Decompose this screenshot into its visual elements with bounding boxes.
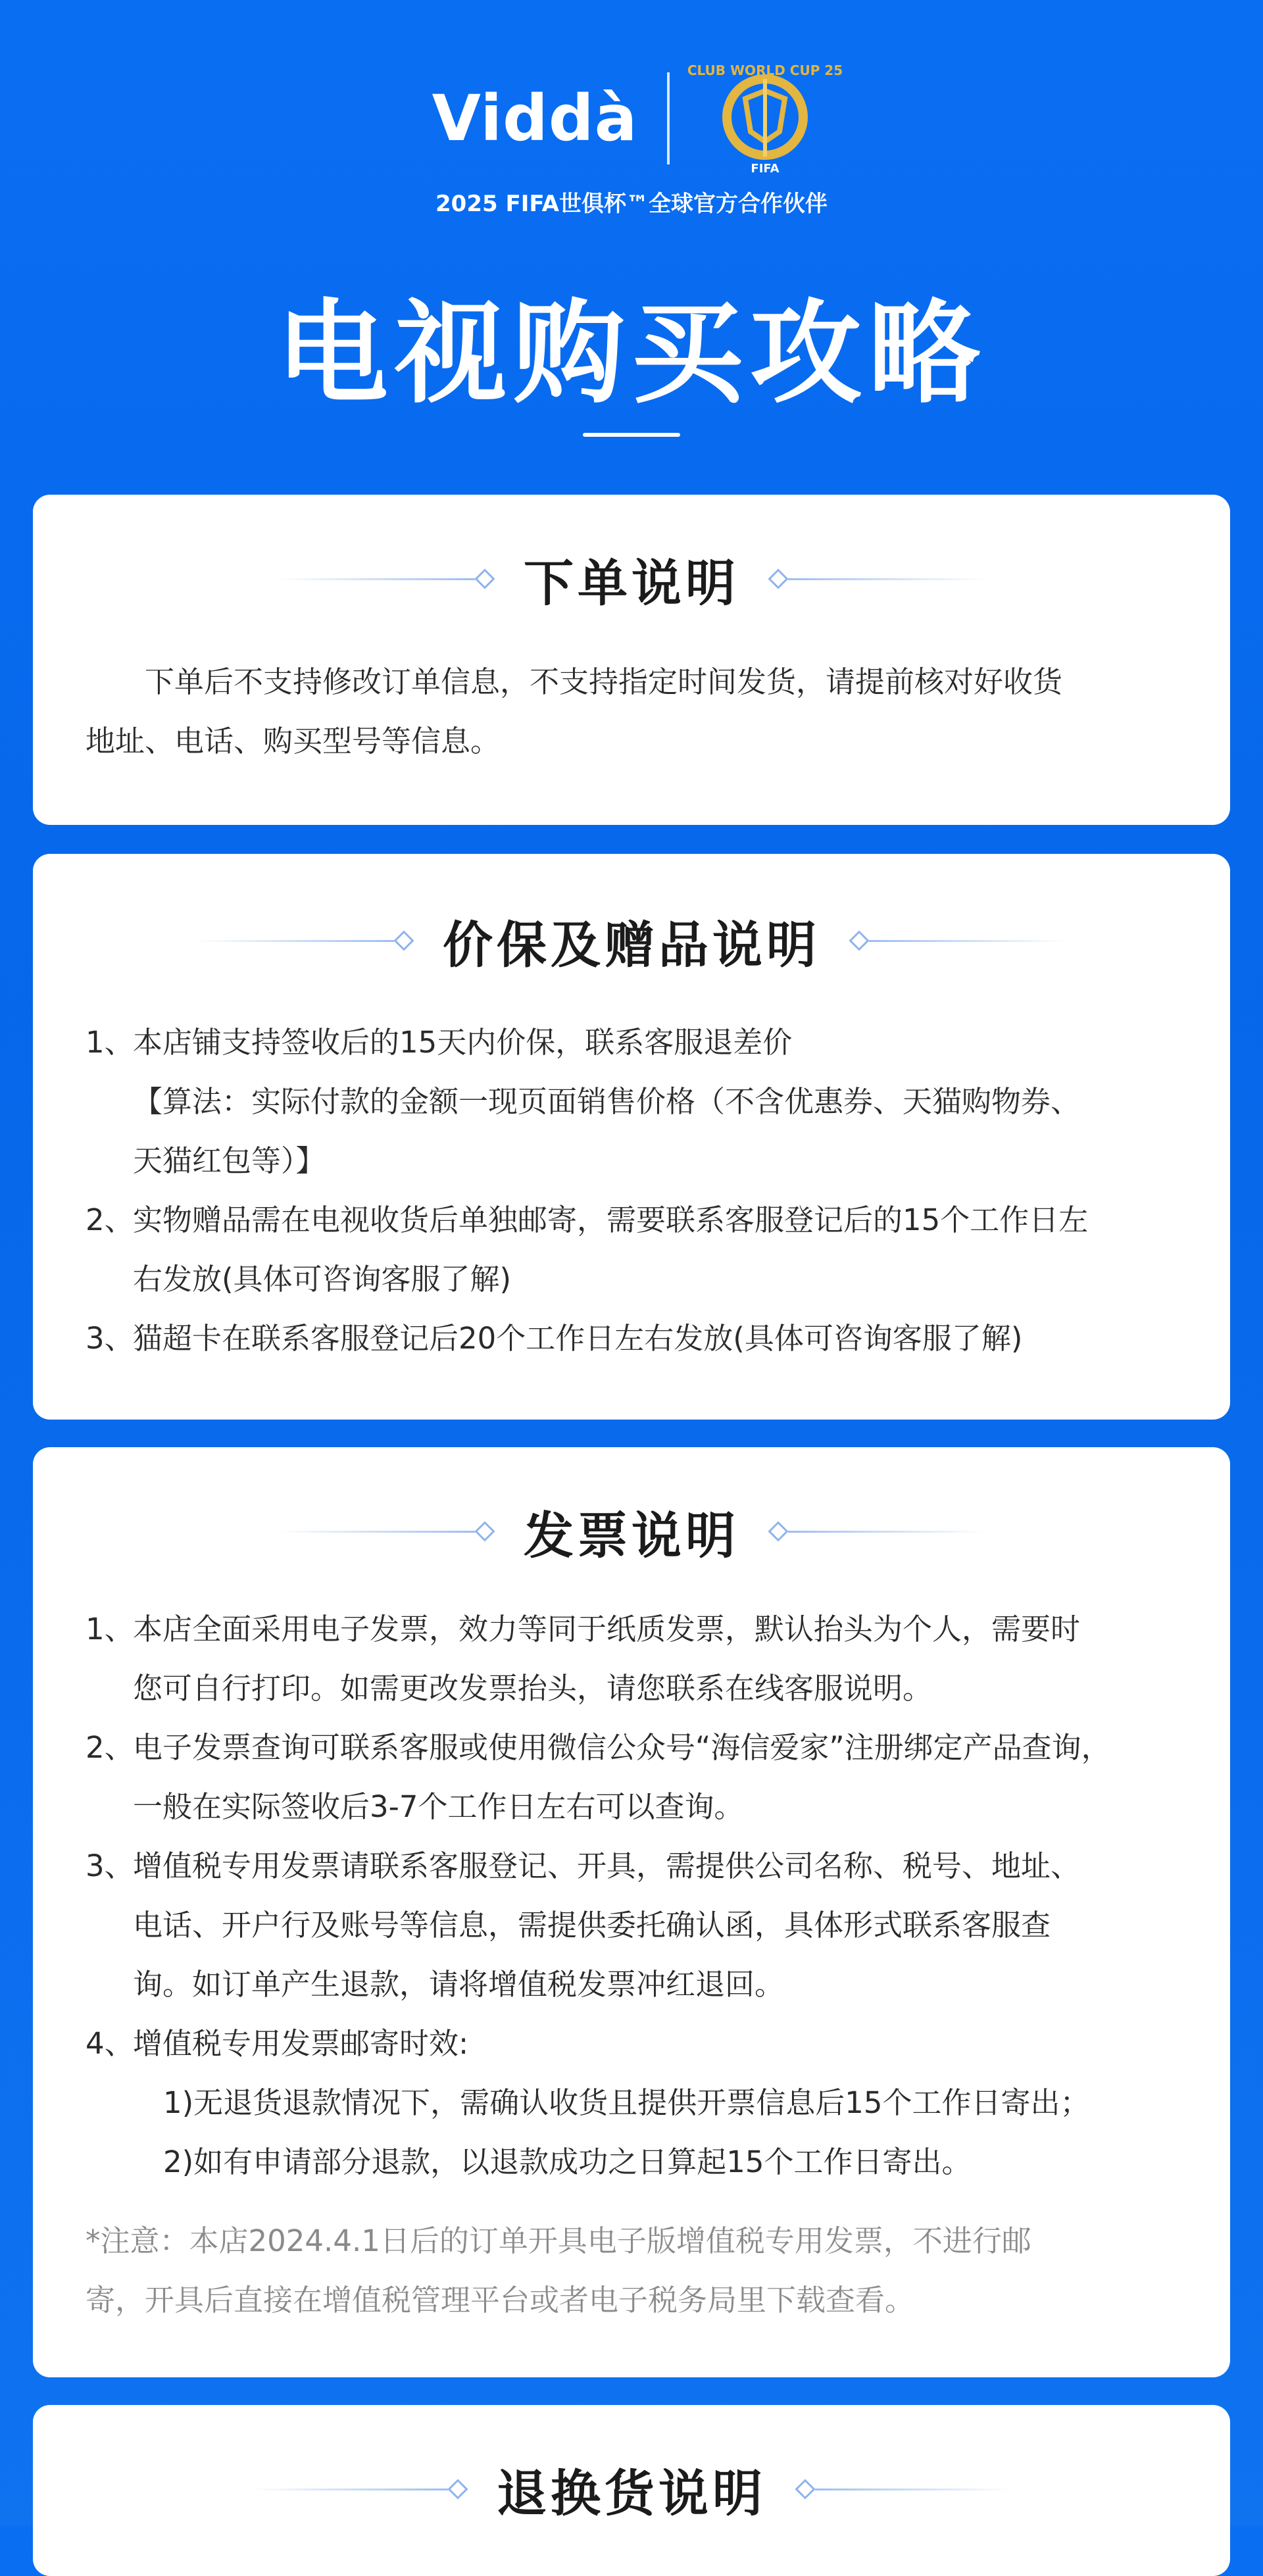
list-item [86, 2014, 1204, 2073]
deco-right [795, 2482, 1012, 2496]
order-line-2: 地址、电话、购买型号等信息。 [86, 724, 501, 758]
order-card-header [33, 539, 1230, 618]
club-world-cup-logo [687, 59, 843, 178]
order-card-title: 下单说明 [524, 553, 739, 612]
item-line: 实物赠品需在电视收货后单独邮寄，需要联系客服登记后的15个工作日左 [133, 1202, 1089, 1237]
order-card [33, 495, 1230, 825]
svg-text:FIFA: FIFA [751, 162, 780, 176]
sub-item: 2)如有申请部分退款，以退款成功之日算起15个工作日寄出。 [163, 2144, 972, 2179]
deco-left [197, 933, 414, 948]
list-item [86, 1191, 1204, 1309]
price-card-header [33, 901, 1230, 980]
list-item [86, 1600, 1204, 1718]
price-card [33, 854, 1230, 1420]
order-line-1: 下单后不支持修改订单信息，不支持指定时间发货，请提前核对好收货 [145, 664, 1063, 699]
deco-left [278, 572, 495, 586]
item-number: 1、 [86, 1612, 134, 1647]
svg-text:CLUB WORLD CUP 25: CLUB WORLD CUP 25 [687, 62, 843, 78]
return-card [33, 2405, 1230, 2576]
invoice-card-body [86, 1600, 1204, 2330]
page-title: 电视购买攻略 [276, 289, 987, 419]
item-line: 电话、开户行及账号等信息，需提供委托确认函，具体形式联系客服查 [133, 1908, 1051, 1943]
item-line: 询。如订单产生退款，请将增值税发票冲红退回。 [133, 1967, 785, 2002]
list-item [86, 1072, 1204, 1191]
brand-header [0, 59, 1263, 178]
invoice-note-line-1: *注意：本店2024.4.1日后的订单开具电子版增值税专用发票，不进行邮 [86, 2223, 1031, 2258]
list-item [86, 1837, 1204, 2014]
vidda-logo: Viddà [432, 82, 638, 155]
item-line: 【算法：实际付款的金额一现页面销售价格（不含优惠券、天猫购物券、 [133, 1084, 1081, 1119]
deco-right [768, 572, 985, 586]
item-line: 增值税专用发票邮寄时效: [133, 2026, 469, 2061]
item-number: 4、 [86, 2026, 134, 2061]
price-card-title: 价保及赠品说明 [443, 915, 820, 974]
deco-right [849, 933, 1066, 948]
list-item [86, 1718, 1204, 1837]
title-underline [583, 433, 680, 437]
return-card-title: 退换货说明 [497, 2464, 766, 2523]
list-item [86, 1013, 1204, 1072]
item-number [86, 1072, 133, 1191]
item-line: 电子发票查询可联系客服或使用微信公众号“海信爱家”注册绑定产品查询， [133, 1730, 1111, 1765]
item-number: 3、 [86, 1848, 134, 1883]
item-line: 本店全面采用电子发票，效力等同于纸质发票，默认抬头为个人，需要时 [133, 1612, 1081, 1647]
item-line: 增值税专用发票请联系客服登记、开具，需提供公司名称、税号、地址、 [133, 1848, 1081, 1883]
invoice-card-header [33, 1492, 1230, 1571]
item-line: 猫超卡在联系客服登记后20个工作日左右发放(具体可咨询客服了解) [133, 1321, 1023, 1356]
deco-left [278, 1524, 495, 1539]
item-line: 您可自行打印。如需更改发票抬头，请您联系在线客服说明。 [133, 1671, 933, 1706]
price-card-body [86, 1013, 1204, 1368]
invoice-note-line-2: 寄，开具后直接在增值税管理平台或者电子税务局里下载查看。 [86, 2283, 915, 2317]
item-line: 本店铺支持签收后的15天内价保，联系客服退差价 [133, 1025, 793, 1060]
item-number: 2、 [86, 1202, 134, 1237]
brand-divider [667, 72, 670, 164]
item-number: 1、 [86, 1025, 134, 1060]
sub-item: 1)无退货退款情况下，需确认收货且提供开票信息后15个工作日寄出； [163, 2085, 1090, 2120]
item-number: 2、 [86, 1730, 134, 1765]
partner-line: 2025 FIFA世俱杯™全球官方合作伙伴 [435, 191, 828, 217]
item-line: 天猫红包等）】 [133, 1143, 326, 1178]
order-card-body [86, 653, 1197, 771]
item-line: 右发放(具体可咨询客服了解) [133, 1262, 512, 1297]
invoice-card [33, 1447, 1230, 2377]
list-item [86, 1309, 1204, 1368]
deco-left [251, 2482, 468, 2496]
return-card-header [33, 2450, 1230, 2529]
item-number: 3、 [86, 1321, 134, 1356]
deco-right [768, 1524, 985, 1539]
item-line: 一般在实际签收后3-7个工作日左右可以查询。 [133, 1789, 744, 1824]
invoice-card-title: 发票说明 [524, 1506, 739, 1565]
